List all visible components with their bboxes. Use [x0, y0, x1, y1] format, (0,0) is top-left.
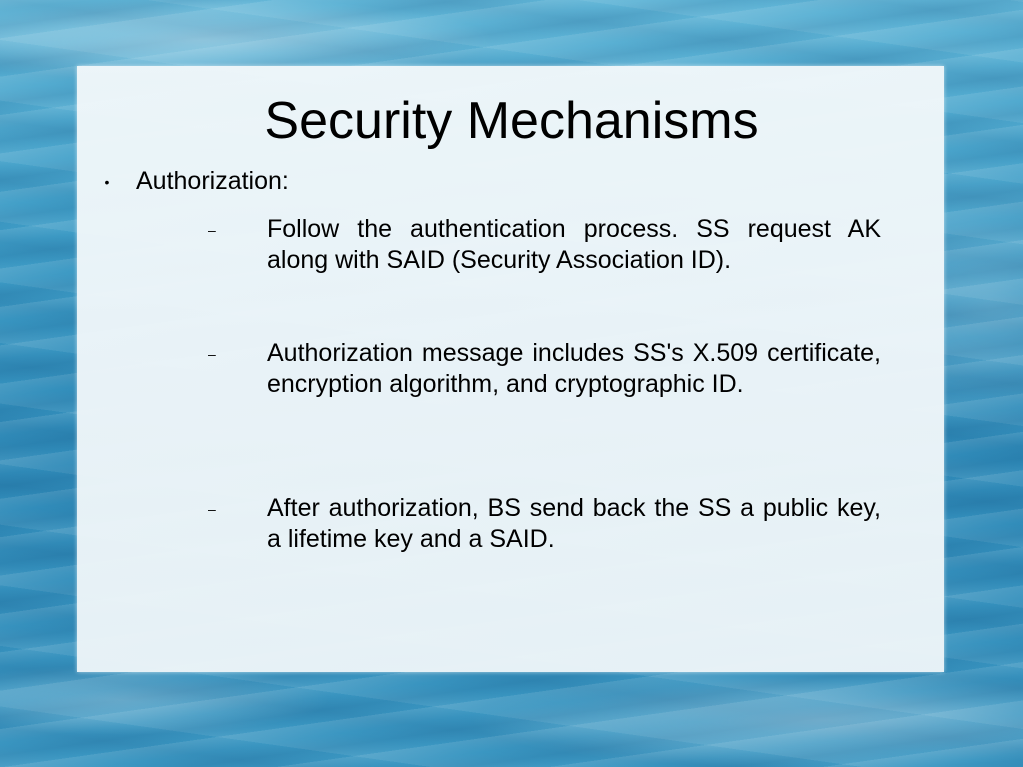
- dash-icon: –: [208, 501, 216, 517]
- sub-bullet-text: After authorization, BS send back the SS a public key, a lifetime key and a SAID.: [267, 494, 881, 553]
- slide-title: Security Mechanisms: [264, 92, 759, 150]
- bullet-dot-icon: •: [104, 174, 110, 190]
- bullet-label: Authorization:: [136, 167, 289, 195]
- sub-bullet-text: Follow the authentication process. SS request AK along with SAID (Security Association ID).: [267, 215, 881, 274]
- sub-bullet-text: Authorization message includes SS's X.509 certificate, encryption algorithm, and cryptographic ID.: [267, 339, 881, 398]
- dash-icon: –: [208, 222, 216, 238]
- dash-icon: –: [208, 346, 216, 362]
